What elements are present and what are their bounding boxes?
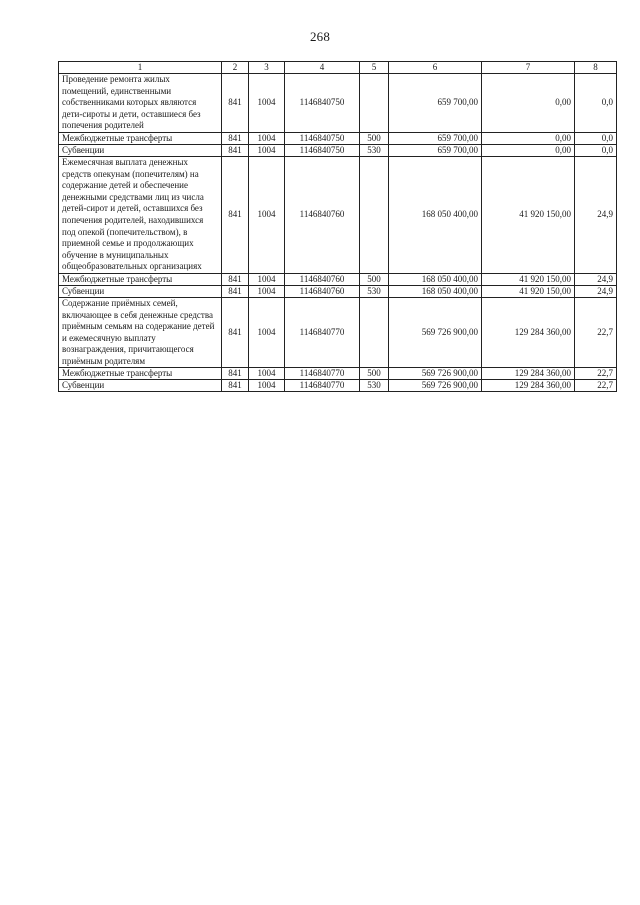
section-code-cell: 1004 (249, 144, 285, 156)
table-row (59, 132, 617, 144)
type-code-cell (360, 156, 389, 273)
budget-table (58, 61, 617, 392)
plan-amount-cell: 168 050 400,00 (389, 156, 482, 273)
section-code-cell: 1004 (249, 380, 285, 392)
fact-amount-cell: 41 920 150,00 (482, 156, 575, 273)
fact-amount-cell: 0,00 (482, 74, 575, 133)
type-code-cell (360, 74, 389, 133)
plan-amount-cell: 168 050 400,00 (389, 273, 482, 285)
target-code-cell: 1146840770 (285, 368, 360, 380)
section-code-cell: 1004 (249, 156, 285, 273)
target-code-cell: 1146840760 (285, 285, 360, 297)
plan-amount-cell: 659 700,00 (389, 74, 482, 133)
column-header: 2 (222, 62, 249, 74)
admin-code-cell: 841 (222, 132, 249, 144)
type-code-cell: 500 (360, 273, 389, 285)
target-code-cell: 1146840750 (285, 74, 360, 133)
admin-code-cell: 841 (222, 273, 249, 285)
type-code-cell: 530 (360, 144, 389, 156)
table-row (59, 380, 617, 392)
row-name-cell: Ежемесячная выплата денежных средств опекунам (попечителям) на содержание детей и обеспечение денежными средствами лиц из числа детей-сирот и детей, оставшихся без попечения родителей, находившихся под опекой (попечительством), в приемной семье и продолжающих обучение в муниципальных общеобразовательных организациях (59, 156, 222, 273)
admin-code-cell: 841 (222, 156, 249, 273)
admin-code-cell: 841 (222, 285, 249, 297)
column-header: 3 (249, 62, 285, 74)
row-name-cell: Содержание приёмных семей, включающее в себя денежные средства приёмным семьям на содержание детей и ежемесячную выплату вознаграждения, причитающегося приёмным родителям (59, 297, 222, 368)
percent-cell: 22,7 (575, 297, 617, 368)
type-code-cell: 500 (360, 368, 389, 380)
admin-code-cell: 841 (222, 74, 249, 133)
row-name-cell: Субвенции (59, 380, 222, 392)
section-code-cell: 1004 (249, 273, 285, 285)
column-header: 1 (59, 62, 222, 74)
fact-amount-cell: 41 920 150,00 (482, 285, 575, 297)
fact-amount-cell: 129 284 360,00 (482, 297, 575, 368)
column-header: 6 (389, 62, 482, 74)
target-code-cell: 1146840760 (285, 273, 360, 285)
table-header-row (59, 62, 617, 74)
section-code-cell: 1004 (249, 132, 285, 144)
percent-cell: 24,9 (575, 156, 617, 273)
percent-cell: 24,9 (575, 285, 617, 297)
plan-amount-cell: 659 700,00 (389, 132, 482, 144)
row-name-cell: Межбюджетные трансферты (59, 132, 222, 144)
type-code-cell: 530 (360, 380, 389, 392)
fact-amount-cell: 0,00 (482, 144, 575, 156)
fact-amount-cell: 129 284 360,00 (482, 368, 575, 380)
table-row (59, 144, 617, 156)
column-header: 4 (285, 62, 360, 74)
fact-amount-cell: 41 920 150,00 (482, 273, 575, 285)
row-name-cell: Субвенции (59, 285, 222, 297)
table-row (59, 285, 617, 297)
percent-cell: 22,7 (575, 368, 617, 380)
section-code-cell: 1004 (249, 74, 285, 133)
admin-code-cell: 841 (222, 297, 249, 368)
plan-amount-cell: 659 700,00 (389, 144, 482, 156)
admin-code-cell: 841 (222, 380, 249, 392)
target-code-cell: 1146840770 (285, 380, 360, 392)
percent-cell: 0,0 (575, 74, 617, 133)
admin-code-cell: 841 (222, 144, 249, 156)
plan-amount-cell: 569 726 900,00 (389, 368, 482, 380)
column-header: 5 (360, 62, 389, 74)
percent-cell: 0,0 (575, 144, 617, 156)
row-name-cell: Межбюджетные трансферты (59, 368, 222, 380)
table-row (59, 156, 617, 273)
table-row (59, 74, 617, 133)
percent-cell: 22,7 (575, 380, 617, 392)
type-code-cell (360, 297, 389, 368)
row-name-cell: Проведение ремонта жилых помещений, единственными собственниками которых являются дети-сироты и дети, оставшиеся без попечения родителей (59, 74, 222, 133)
admin-code-cell: 841 (222, 368, 249, 380)
plan-amount-cell: 569 726 900,00 (389, 297, 482, 368)
percent-cell: 24,9 (575, 273, 617, 285)
table-row (59, 368, 617, 380)
percent-cell: 0,0 (575, 132, 617, 144)
plan-amount-cell: 168 050 400,00 (389, 285, 482, 297)
section-code-cell: 1004 (249, 297, 285, 368)
plan-amount-cell: 569 726 900,00 (389, 380, 482, 392)
table-row (59, 273, 617, 285)
fact-amount-cell: 0,00 (482, 132, 575, 144)
target-code-cell: 1146840750 (285, 132, 360, 144)
row-name-cell: Субвенции (59, 144, 222, 156)
fact-amount-cell: 129 284 360,00 (482, 380, 575, 392)
target-code-cell: 1146840750 (285, 144, 360, 156)
type-code-cell: 530 (360, 285, 389, 297)
column-header: 7 (482, 62, 575, 74)
section-code-cell: 1004 (249, 368, 285, 380)
type-code-cell: 500 (360, 132, 389, 144)
column-header: 8 (575, 62, 617, 74)
row-name-cell: Межбюджетные трансферты (59, 273, 222, 285)
target-code-cell: 1146840760 (285, 156, 360, 273)
target-code-cell: 1146840770 (285, 297, 360, 368)
table-row (59, 297, 617, 368)
section-code-cell: 1004 (249, 285, 285, 297)
page-number: 268 (309, 29, 331, 44)
